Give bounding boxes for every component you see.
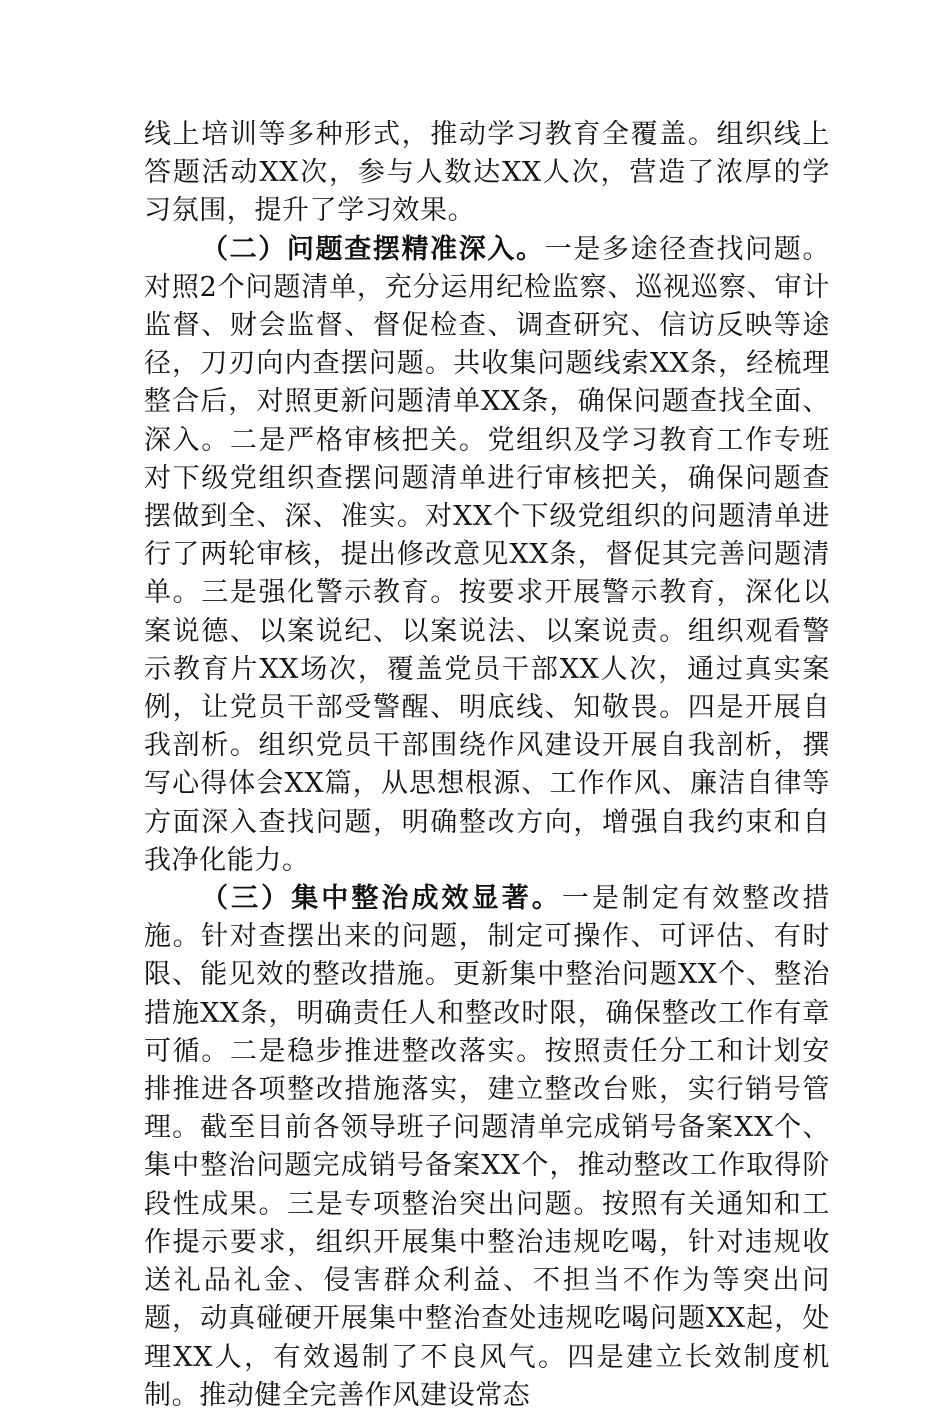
paragraph-text: 一是多途径查找问题。对照2个问题清单，充分运用纪检监察、巡视巡察、审计监督、财会监督、督促检查、调查研究、信访反映等途径，刀刃向内查摆问题。共收集问题线索XX条，经梳理整合后，对照更新问题清单XX条，确保问题查找全面、深入。二是严格审核把关。党组织及学习教育工作专班对下级党组织查摆问题清单进行审核把关，确保问题查摆做到全、深、准实。对XX个下级党组织的问题清单进行了两轮审核，提出修改意见XX条，督促其完善问题清单。三是强化警示教育。按要求开展警示教育，深化以案说德、以案说纪、以案说法、以案说责。组织观看警示教育片XX场次，覆盖党员干部XX人次，通过真实案例，让党员干部受警醒、明底线、知敬畏。四是开展自我剖析。组织党员干部围绕作风建设开展自我剖析，撰写心得体会XX篇，从思想根源、工作作风、廉洁自律等方面深入查找问题，明确整改方向，增强自我约束和自我净化能力。 (144, 233, 830, 876)
paragraph-rectification (144, 880, 830, 1415)
document-body (144, 116, 830, 1415)
paragraph-problem-identification (144, 231, 830, 880)
paragraph-text: 一是制定有效整改措施。针对查摆出来的问题，制定可操作、可评估、有时限、能见效的整改措施。更新集中整治问题XX个、整治措施XX条，明确责任人和整改时限，确保整改工作有章可循。二是稳步推进整改落实。按照责任分工和计划安排推进各项整改措施落实，建立整改台账，实行销号管理。截至目前各领导班子问题清单完成销号备案XX个、集中整治问题完成销号备案XX个，推动整改工作取得阶段性成果。三是专项整治突出问题。按照有关通知和工作提示要求，组织开展集中整治违规吃喝，针对违规收送礼品礼金、侵害群众利益、不担当不作为等突出问题，动真碰硬开展集中整治查处违规吃喝问题XX起，处理XX人，有效遏制了不良风气。四是建立长效制度机制。推动健全完善作风建设常态 (144, 883, 830, 1411)
section-heading-3: （三）集中整治成效显著。 (201, 883, 562, 915)
paragraph-continuation (144, 116, 830, 231)
section-heading-2: （二）问题查摆精准深入。 (201, 233, 545, 265)
paragraph-text: 线上培训等多种形式，推动学习教育全覆盖。组织线上答题活动XX次，参与人数达XX人次，营造了浓厚的学习氛围，提升了学习效果。 (144, 119, 830, 227)
